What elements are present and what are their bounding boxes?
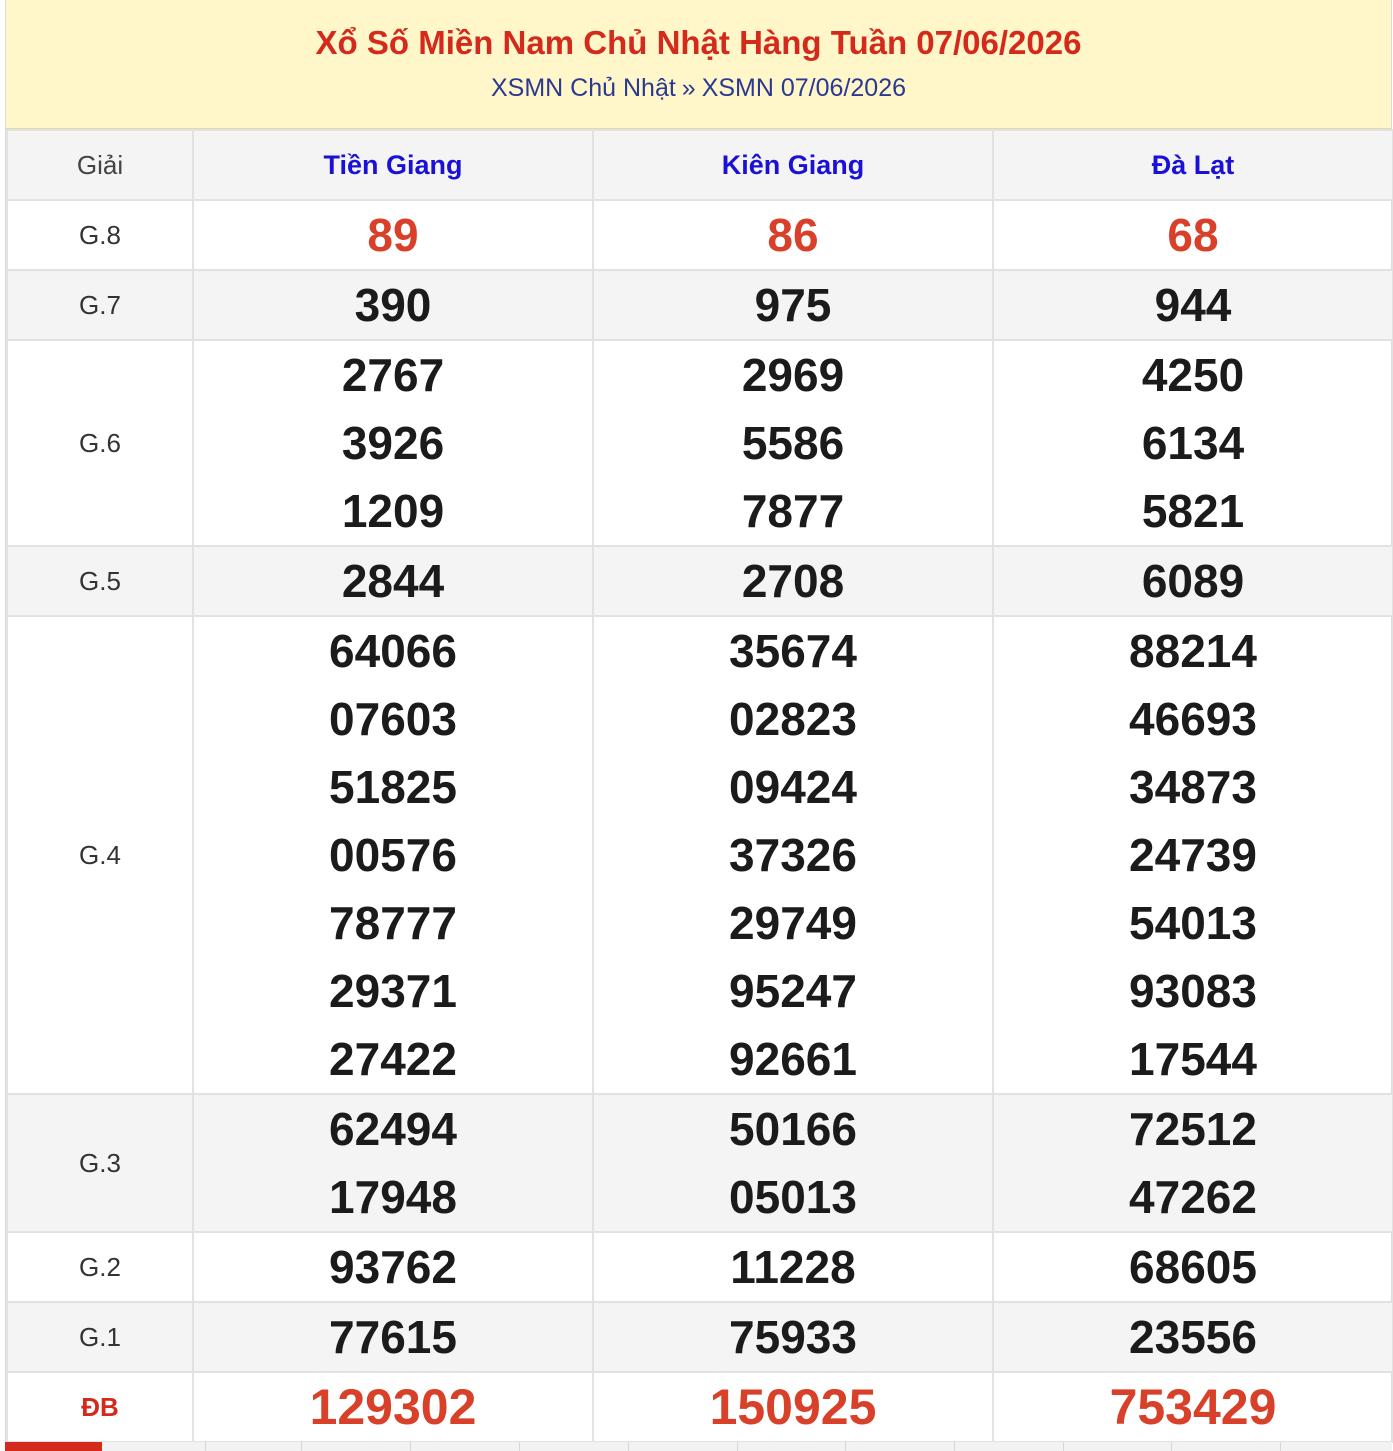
prize-row	[7, 1302, 1393, 1372]
result-number: 95247	[729, 965, 857, 1017]
result-number: 3926	[341, 417, 445, 469]
prize-label-cell	[7, 1232, 193, 1302]
result-number: 5821	[1141, 485, 1245, 537]
result-number: 68605	[1129, 1241, 1257, 1293]
prize-rows	[7, 200, 1393, 1442]
prize-label: G.6	[79, 427, 121, 458]
results-table	[6, 129, 1393, 1443]
result-number: 93083	[1129, 965, 1257, 1017]
result-number: 88214	[1129, 625, 1257, 677]
result-number: 6134	[1141, 417, 1245, 469]
result-number: 7877	[741, 485, 845, 537]
result-cell	[993, 1302, 1393, 1372]
result-cell	[193, 1094, 593, 1232]
prize-label-cell	[7, 200, 193, 270]
result-number: 86	[767, 209, 819, 261]
result-number: 77615	[329, 1311, 457, 1363]
result-number: 34873	[1129, 761, 1257, 813]
result-cell	[993, 1094, 1393, 1232]
result-cell	[593, 1094, 993, 1232]
prize-label: G.7	[79, 289, 121, 320]
result-cell	[593, 616, 993, 1094]
result-number: 93762	[329, 1241, 457, 1293]
prize-label-cell	[7, 1302, 193, 1372]
results-frame	[5, 0, 1392, 1450]
result-cell	[593, 270, 993, 340]
result-number: 27422	[329, 1033, 457, 1085]
result-number: 24739	[1129, 829, 1257, 881]
result-number: 944	[1154, 279, 1232, 331]
result-cell	[993, 200, 1393, 270]
prize-label: G.4	[79, 839, 121, 870]
result-number: 17948	[329, 1171, 457, 1223]
breadcrumb-link-weekday[interactable]: XSMN Chủ Nhật	[491, 74, 676, 102]
prize-label: G.5	[79, 565, 121, 596]
result-cell	[993, 546, 1393, 616]
result-number: 64066	[329, 625, 457, 677]
province-link-tien-giang[interactable]: Tiền Giang	[323, 149, 463, 180]
prize-row	[7, 1372, 1393, 1442]
province-link-da-lat[interactable]: Đà Lạt	[1151, 149, 1235, 180]
result-number: 390	[354, 279, 432, 331]
province-link-kien-giang[interactable]: Kiên Giang	[721, 149, 865, 180]
result-number: 129302	[309, 1379, 477, 1435]
prize-row	[7, 340, 1393, 546]
result-cell	[593, 1302, 993, 1372]
breadcrumb-separator: »	[681, 74, 696, 102]
result-number: 46693	[1129, 693, 1257, 745]
result-number: 4250	[1141, 349, 1245, 401]
result-cell	[993, 1372, 1393, 1442]
result-number: 2969	[741, 349, 845, 401]
result-number: 72512	[1129, 1103, 1257, 1155]
prize-label: G.1	[79, 1321, 121, 1352]
result-number: 2708	[741, 555, 845, 607]
result-number: 89	[367, 209, 419, 261]
table-header-row	[7, 130, 1393, 200]
result-number: 35674	[729, 625, 857, 677]
result-number: 78777	[329, 897, 457, 949]
result-cell	[193, 546, 593, 616]
result-number: 02823	[729, 693, 857, 745]
result-cell	[993, 1232, 1393, 1302]
column-header-province	[193, 130, 593, 200]
result-cell	[193, 200, 593, 270]
result-number: 6089	[1141, 555, 1245, 607]
breadcrumb-link-date[interactable]: XSMN 07/06/2026	[701, 74, 906, 102]
prize-row	[7, 546, 1393, 616]
prize-label: G.3	[79, 1147, 121, 1178]
result-number: 17544	[1129, 1033, 1257, 1085]
result-number: 05013	[729, 1171, 857, 1223]
result-number: 2844	[341, 555, 445, 607]
breadcrumb	[6, 73, 1391, 103]
result-cell	[193, 1232, 593, 1302]
result-number: 92661	[729, 1033, 857, 1085]
result-number: 29371	[329, 965, 457, 1017]
column-header-province	[593, 130, 993, 200]
prize-label-cell	[7, 1094, 193, 1232]
prize-label: G.8	[79, 219, 121, 250]
column-header-prize	[7, 130, 193, 200]
result-number: 68	[1167, 209, 1219, 261]
prize-label-cell	[7, 616, 193, 1094]
result-number: 37326	[729, 829, 857, 881]
result-number: 1209	[341, 485, 445, 537]
prize-row	[7, 1232, 1393, 1302]
result-cell	[993, 340, 1393, 546]
result-number: 62494	[329, 1103, 457, 1155]
result-cell	[593, 1372, 993, 1442]
column-header-province	[993, 130, 1393, 200]
prize-row	[7, 616, 1393, 1094]
result-cell	[193, 270, 593, 340]
result-cell	[193, 1372, 593, 1442]
result-number: 23556	[1129, 1311, 1257, 1363]
page-title: Xổ Số Miền Nam Chủ Nhật Hàng Tuần 07/06/2026	[315, 24, 1082, 61]
result-cell	[993, 270, 1393, 340]
result-number: 09424	[729, 761, 857, 813]
result-cell	[193, 616, 593, 1094]
prize-row	[7, 270, 1393, 340]
result-number: 75933	[729, 1311, 857, 1363]
prize-label: ĐB	[81, 1391, 119, 1422]
prize-label: G.2	[79, 1251, 121, 1282]
result-cell	[593, 1232, 993, 1302]
result-number: 51825	[329, 761, 457, 813]
result-number: 150925	[709, 1379, 877, 1435]
result-number: 47262	[1129, 1171, 1257, 1223]
results-header	[6, 0, 1391, 129]
prize-label-cell	[7, 270, 193, 340]
result-number: 2767	[341, 349, 445, 401]
prize-label-cell	[7, 1372, 193, 1442]
result-cell	[593, 546, 993, 616]
prize-label-cell	[7, 546, 193, 616]
result-number: 29749	[729, 897, 857, 949]
result-number: 50166	[729, 1103, 857, 1155]
result-cell	[193, 340, 593, 546]
result-number: 975	[754, 279, 832, 331]
prize-label-cell	[7, 340, 193, 546]
result-cell	[193, 1302, 593, 1372]
result-number: 00576	[329, 829, 457, 881]
result-number: 5586	[741, 417, 845, 469]
result-number: 07603	[329, 693, 457, 745]
prize-row	[7, 1094, 1393, 1232]
result-number: 11228	[730, 1241, 856, 1293]
result-number: 54013	[1129, 897, 1257, 949]
prize-header-label: Giải	[76, 149, 124, 180]
prize-row	[7, 200, 1393, 270]
result-cell	[593, 340, 993, 546]
result-cell	[593, 200, 993, 270]
result-number: 753429	[1109, 1379, 1277, 1435]
result-cell	[993, 616, 1393, 1094]
